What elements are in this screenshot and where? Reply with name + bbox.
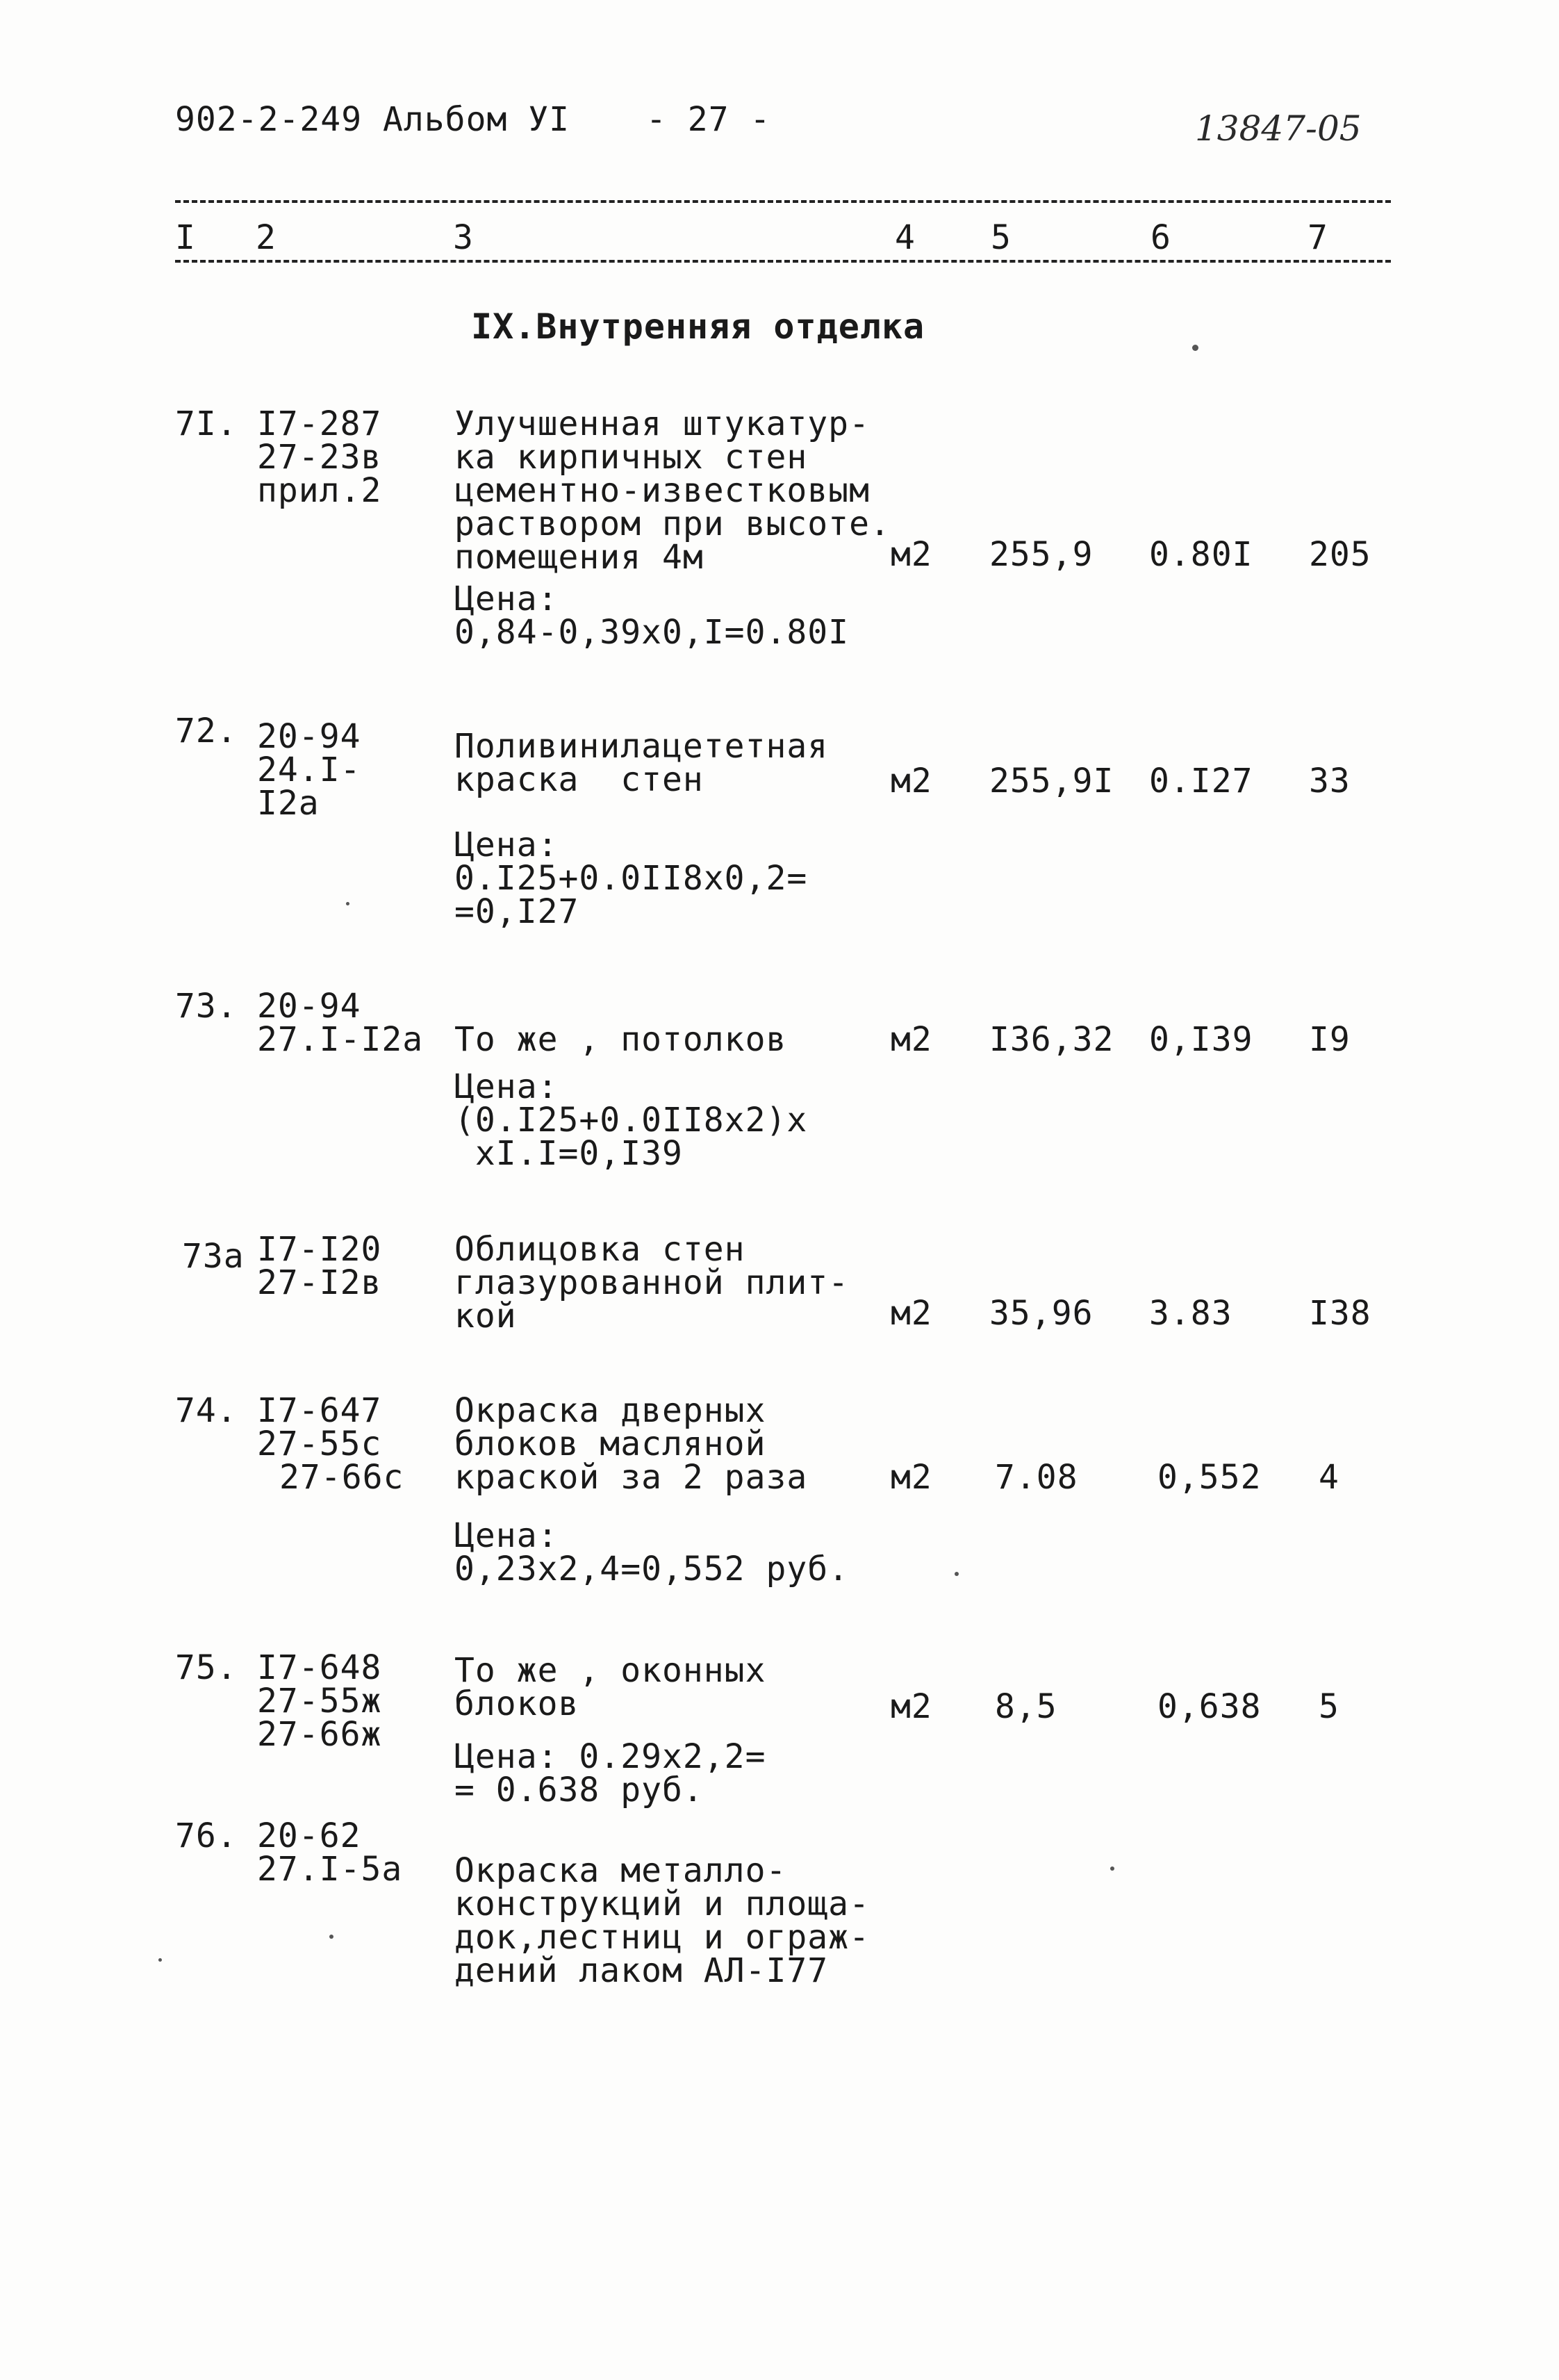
description-line: раствором при высоте. [454, 504, 891, 543]
price-note-line: Цена: [454, 1516, 559, 1555]
code-line: I7-I20 [257, 1230, 382, 1269]
code-line: I2a [257, 784, 320, 823]
code-line: I7-647 [257, 1391, 382, 1430]
code-line: 24.I- [257, 750, 361, 789]
column-number: 5 [991, 218, 1012, 257]
row-number: 75. [175, 1648, 238, 1687]
total: 33 [1309, 762, 1351, 801]
price-note [454, 580, 850, 652]
unit: м2 [891, 1458, 932, 1497]
header-rule-top [175, 200, 1391, 203]
total: 205 [1309, 535, 1371, 574]
code-line: 20-94 [257, 987, 361, 1026]
price-note-line: =0,I27 [454, 892, 579, 931]
total: 5 [1319, 1687, 1339, 1726]
scan-speck [955, 1572, 959, 1576]
column-number: 4 [895, 218, 916, 257]
description-line: док,лестниц и ограж- [454, 1918, 870, 1957]
row-codes [257, 1391, 404, 1497]
column-number: 7 [1308, 218, 1328, 257]
code-line: 27-66с [279, 1458, 404, 1497]
quantity: 255,9 [989, 535, 1094, 574]
code-line: прил.2 [257, 471, 382, 510]
scan-speck [1110, 1866, 1114, 1871]
description-line: помещения 4м [454, 538, 704, 577]
row-number: 7I. [175, 404, 238, 443]
code-line: 27-66ж [257, 1715, 382, 1754]
unit-price: 0.80I [1149, 535, 1253, 574]
description-line: глазурованной плит- [454, 1263, 850, 1302]
header-rule-bottom [175, 260, 1391, 263]
row-description [454, 404, 891, 577]
row-description [454, 1851, 870, 1990]
price-note-line: 0.I25+0.0II8х0,2= [454, 859, 808, 898]
scan-speck [329, 1935, 333, 1939]
price-note-line: Цена: [454, 1067, 559, 1106]
description-line: То же , потолков [454, 1020, 787, 1059]
row-codes [257, 404, 382, 510]
description-line: Улучшенная штукатур- [454, 404, 870, 443]
page-number: - 27 - [646, 100, 771, 139]
code-line: 27-I2в [257, 1263, 382, 1302]
price-note-line: (0.I25+0.0II8х2)х [454, 1101, 808, 1140]
row-codes [257, 717, 361, 823]
description-line: краска стен [454, 760, 704, 799]
row-number: 76. [175, 1816, 238, 1855]
description-line: блоков [454, 1684, 579, 1723]
price-note-line: = 0.638 руб. [454, 1771, 704, 1809]
unit: м2 [891, 762, 932, 801]
price-note-line: 0,84-0,39х0,I=0.80I [454, 613, 850, 652]
unit-price: 0,I39 [1149, 1020, 1253, 1059]
quantity: 7.08 [995, 1458, 1078, 1497]
row-description [454, 1230, 850, 1336]
row-codes [257, 1816, 403, 1889]
quantity: 8,5 [995, 1687, 1057, 1726]
description-line: Окраска дверных [454, 1391, 766, 1430]
description-line: Окраска металло- [454, 1851, 787, 1890]
code-line: 20-94 [257, 717, 361, 756]
description-line: блоков масляной [454, 1425, 766, 1463]
unit-price: 0,638 [1157, 1687, 1262, 1726]
price-note [454, 1516, 850, 1589]
row-description [454, 1651, 766, 1723]
price-note [454, 826, 808, 931]
price-note-line: Цена: [454, 580, 559, 618]
quantity: 35,96 [989, 1294, 1094, 1333]
row-number: 72. [175, 712, 238, 750]
row-codes [257, 1648, 382, 1754]
quantity: I36,32 [989, 1020, 1114, 1059]
total: I38 [1309, 1294, 1371, 1333]
column-number: 6 [1150, 218, 1171, 257]
row-description [454, 727, 829, 799]
row-number: 74. [175, 1391, 238, 1430]
unit: м2 [891, 535, 932, 574]
column-number: 2 [256, 218, 277, 257]
unit: м2 [891, 1020, 932, 1059]
description-line: Облицовка стен [454, 1230, 745, 1269]
price-note-line: Цена: 0.29х2,2= [454, 1737, 766, 1776]
price-note [454, 1067, 808, 1173]
description-line: конструкций и площа- [454, 1885, 870, 1923]
total: 4 [1319, 1458, 1339, 1497]
description-line: краской за 2 раза [454, 1458, 808, 1497]
price-note-line: хI.I=0,I39 [454, 1134, 683, 1173]
scan-speck [1192, 345, 1198, 351]
row-number: 73а [182, 1237, 245, 1276]
unit: м2 [891, 1294, 932, 1333]
description-line: ка кирпичных стен [454, 438, 808, 477]
description-line: дений лаком АЛ-I77 [454, 1951, 829, 1990]
section-title: IX.Внутренняя отделка [471, 306, 925, 347]
code-line: 20-62 [257, 1816, 361, 1855]
inventory-number: 13847-05 [1195, 108, 1362, 149]
code-line: I7-648 [257, 1648, 382, 1687]
total: I9 [1309, 1020, 1351, 1059]
code-line: 27.I-I2a [257, 1020, 424, 1059]
description-line: То же , оконных [454, 1651, 766, 1690]
unit-price: 3.83 [1149, 1294, 1232, 1333]
unit-price: 0,552 [1157, 1458, 1262, 1497]
document-code: 902-2-249 Альбом УI [175, 100, 570, 139]
code-line: 27-23в [257, 438, 382, 477]
unit: м2 [891, 1687, 932, 1726]
row-number: 73. [175, 987, 238, 1026]
column-number: I [175, 218, 196, 257]
scan-speck [346, 902, 349, 905]
price-note-line: Цена: [454, 826, 559, 864]
code-line: 27-55с [257, 1425, 382, 1463]
price-note [454, 1737, 766, 1809]
code-line: I7-287 [257, 404, 382, 443]
row-description [454, 1391, 808, 1497]
unit-price: 0.I27 [1149, 762, 1253, 801]
description-line: цементно-известковым [454, 471, 870, 510]
row-codes [257, 987, 424, 1059]
column-number: 3 [453, 218, 474, 257]
code-line: 27.I-5a [257, 1850, 403, 1889]
price-note-line: 0,23х2,4=0,552 руб. [454, 1550, 850, 1589]
description-line: кой [454, 1297, 517, 1336]
scan-speck [158, 1958, 162, 1962]
description-line: Поливинилацететная [454, 727, 829, 766]
code-line: 27-55ж [257, 1682, 382, 1721]
quantity: 255,9I [989, 762, 1114, 801]
row-description [454, 1020, 787, 1059]
row-codes [257, 1230, 382, 1302]
